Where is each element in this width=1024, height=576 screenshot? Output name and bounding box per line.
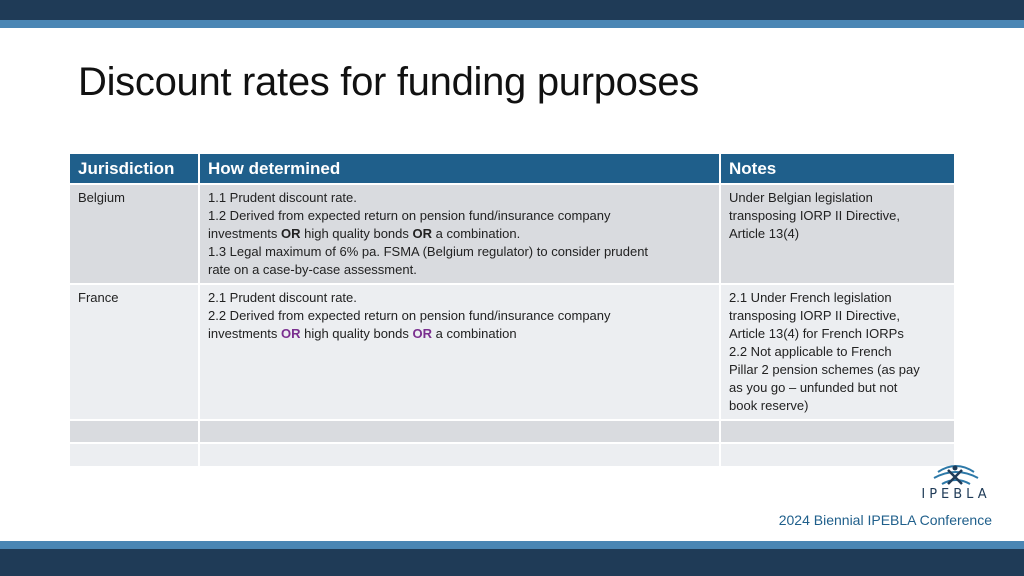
cell-jurisdiction: Belgium	[70, 184, 199, 284]
top-bar-light	[0, 20, 1024, 28]
cell-notes	[720, 184, 954, 284]
or-keyword: OR	[412, 326, 433, 341]
header-how-determined: How determined	[199, 154, 720, 184]
cell-jurisdiction: France	[70, 284, 199, 420]
empty-cell	[720, 420, 954, 443]
discount-rates-table	[70, 154, 954, 466]
text-line: transposing IORP II Directive,	[729, 308, 900, 323]
logo-text: IPEBLA	[921, 487, 991, 502]
text-fragment: a combination	[432, 326, 517, 341]
slide-title: Discount rates for funding purposes	[78, 60, 699, 104]
header-jurisdiction: Jurisdiction	[70, 154, 199, 184]
table-row-france	[70, 284, 954, 420]
or-keyword: OR	[412, 226, 433, 241]
cell-how-determined	[199, 184, 720, 284]
text-fragment: high quality bonds	[300, 226, 413, 241]
text-line: Pillar 2 pension schemes (as pay	[729, 362, 920, 377]
text-fragment: investments	[208, 326, 281, 341]
empty-cell	[199, 443, 720, 466]
text-fragment: a combination.	[432, 226, 521, 241]
text-line: Under Belgian legislation	[729, 190, 873, 205]
text-line: 2.1 Under French legislation	[729, 290, 892, 305]
text-line: transposing IORP II Directive,	[729, 208, 900, 223]
empty-cell	[70, 420, 199, 443]
or-keyword: OR	[280, 326, 301, 341]
text-line: 1.3 Legal maximum of 6% pa. FSMA (Belgium regulator) to consider prudent	[208, 244, 649, 259]
table-row-belgium	[70, 184, 954, 284]
text-line: 1.1 Prudent discount rate.	[208, 190, 357, 205]
empty-cell	[70, 443, 199, 466]
bottom-bar-light	[0, 541, 1024, 549]
text-line: 1.2 Derived from expected return on pension fund/insurance company	[208, 208, 611, 223]
or-keyword: OR	[280, 226, 301, 241]
text-line: 2.2 Derived from expected return on pension fund/insurance company	[208, 308, 611, 323]
cell-how-determined	[199, 284, 720, 420]
text-line: Article 13(4) for French IORPs	[729, 326, 904, 341]
table-row-empty	[70, 443, 954, 466]
text-line: rate on a case-by-case assessment.	[208, 262, 417, 277]
top-bar-dark	[0, 0, 1024, 20]
text-line: Article 13(4)	[729, 226, 800, 241]
empty-cell	[199, 420, 720, 443]
text-fragment: investments	[208, 226, 281, 241]
text-line: as you go – unfunded but not	[729, 380, 898, 395]
text-fragment: high quality bonds	[300, 326, 413, 341]
text-line	[208, 225, 711, 243]
cell-notes	[720, 284, 954, 420]
table-row-empty	[70, 420, 954, 443]
header-notes: Notes	[720, 154, 954, 184]
text-line: book reserve)	[729, 398, 809, 413]
text-line	[208, 325, 711, 343]
table-header-row	[70, 154, 954, 184]
text-line: 2.1 Prudent discount rate.	[208, 290, 357, 305]
bottom-bar-dark	[0, 549, 1024, 576]
text-line: 2.2 Not applicable to French	[729, 344, 892, 359]
conference-footer: 2024 Biennial IPEBLA Conference	[778, 512, 992, 528]
